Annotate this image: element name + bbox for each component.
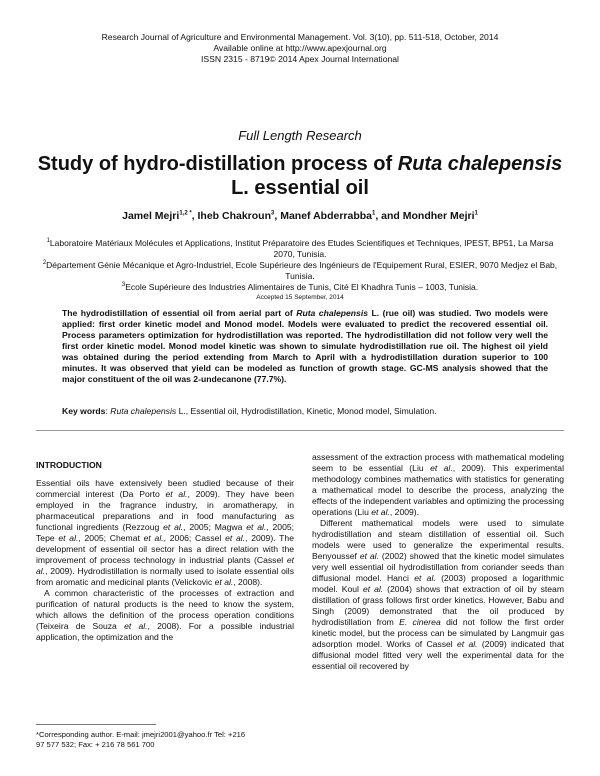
affiliation: $^1$Laboratoire Matériaux Molécules et Applications, Institut Préparatoire des Etudes Scientifiques et Techniques, IPEST, BP51, La Marsa 2070, Tunisia. bbox=[46, 237, 554, 259]
title-part-1: Study of hydro-distillation process of bbox=[37, 153, 398, 175]
accepted-date: Accepted 15 September, 2014 bbox=[256, 294, 344, 301]
author-list: Jamel Mejri$^{1,2 *}$, Iheb Chakroun$^3$, Manef Abderrabba$^1$, and Mondher Mejri$^1$ bbox=[122, 210, 478, 222]
author: Iheb Chakroun bbox=[197, 210, 272, 222]
paragraph: Essential oils have extensively been studied because of their commercial interest (Da Porto et al., 2009). They have been employed in the fragrance industry, in aromatherapy, in pharmaceutical preparations and in food manufacturing as functional ingredients (Rezzoug et al., 2005; Magwa et al., 2005; Tepe et al., 2005; Chemat et al., 2006; Cassel et al., 2009). The development of essential oil sector has a direct relation with the improvement of process technology in industrial plants (Cassel et al., 2009). Hydrodistillation is normally used to isolate essential oils from aromatic and medicinal plants (Velickovic et al., 2008). bbox=[36, 478, 295, 587]
author-affiliation-mark: 1,2 * bbox=[179, 210, 192, 217]
affiliation: $^2$Département Génie Mécanique et Agro-Industriel, Ecole Supérieure des Ingénieurs de l'Equipement Rural, ESIER, 9070 Medjez el Bab, Tunisia. bbox=[42, 259, 558, 281]
title-species: Ruta chalepensis bbox=[397, 153, 563, 175]
paragraph: A common characteristic of the processes of extraction and purification of natural products is the need to know the system, which allows the definition of the process operation conditions (Teixeira de Souza et al., 2008). For a possible industrial application, the optimization and the bbox=[36, 588, 294, 642]
author-affiliation-mark: 1 bbox=[372, 210, 376, 217]
section-heading-introduction: INTRODUCTION bbox=[36, 460, 102, 470]
footnote-divider bbox=[36, 724, 156, 725]
body-column-left bbox=[36, 478, 294, 643]
affiliation: $^3$Ecole Supérieure des Industries Alimentaires de Tunis, Cité El Khadhra Tunis – 1003, Tunisia. bbox=[121, 281, 479, 292]
section-divider bbox=[36, 430, 564, 431]
author-affiliation-mark: 1 bbox=[474, 210, 478, 217]
author: Manef Abderrabba bbox=[280, 210, 372, 222]
paragraph: Different mathematical models were used to simulate hydrodistillation and steam distillation of essential oil. Such models were used to generalize the experimental results. Benyoussef et al. (2002) showed that the kinetic model simulates very well essential oil hydrodistillation from coriander seeds than diffusional model. Hanci et al. (2003) proposed a logarithmic model. Koul et al. (2004) shows that extraction of oil by steam distillation of grass follows first order kinetics. However, Babu and Singh (2009) demonstrated that the oil produced by hydrodistillation from E. cinerea did not follow the first order kinetic model, but the process can be simulated by Langmuir gas adsorption model. Works of Cassel et al. (2009) indicated that diffusional model fitted very well the experimental data for the essential oil recovered by bbox=[312, 518, 564, 671]
paragraph: assessment of the extraction process with mathematical modeling seem to be essential (Liu et al., 2009). This experimental methodology combines mathematics with statistics for generating a mathematical model to describe the process, analyzing the effects of the independent variables and optimizing the processing operations (Liu et al., 2009). bbox=[312, 452, 564, 517]
author-affiliation-mark: 3 bbox=[271, 210, 275, 217]
body-column-right bbox=[312, 452, 564, 672]
journal-url: Available online at http://www.apexjournal.org bbox=[213, 43, 387, 53]
keywords-label: Key words bbox=[62, 406, 106, 416]
title-part-2: L. essential oil bbox=[231, 177, 369, 199]
author: Mondher Mejri bbox=[402, 210, 475, 222]
journal-citation: Research Journal of Agriculture and Environmental Management. Vol. 3(10), pp. 511-518, October, 2014 bbox=[101, 32, 499, 42]
article-type: Full Length Research bbox=[238, 128, 362, 143]
abstract: The hydrodistillation of essential oil from aerial part of Ruta chalepensis L. (rue oil) was studied. Two models were applied: first order kinetic model and Monod model. Models were evaluated to predict the recovered essential oil. Process parameters optimization for hydrodistillation was reported. The hydrodistillation did not follow very well the first order kinetic model. Monod model kinetic was shown to simulate hydrodistillation rue oil. The highest oil yield was obtained during the period extending from March to April with a hydrodistillation duration superior to 100 minutes. It was observed that yield can be modeled as function of growth stage. GC-MS analysis showed that the major constituent of the oil was 2-undecanone (77.7%). bbox=[62, 308, 548, 384]
paper-title bbox=[20, 152, 580, 200]
journal-issn: ISSN 2315 - 8719© 2014 Apex Journal International bbox=[201, 54, 399, 64]
corresponding-author-footnote: *Corresponding author. E-mail: jmejri2001@yahoo.fr Tel: +216 97 577 532; Fax: + 216 78 561 700 bbox=[36, 730, 246, 749]
keywords: Key words: Ruta chalepensis L., Essential oil, Hydrodistillation, Kinetic, Monod model, Simulation. bbox=[62, 406, 437, 416]
author: Jamel Mejri bbox=[122, 210, 180, 222]
